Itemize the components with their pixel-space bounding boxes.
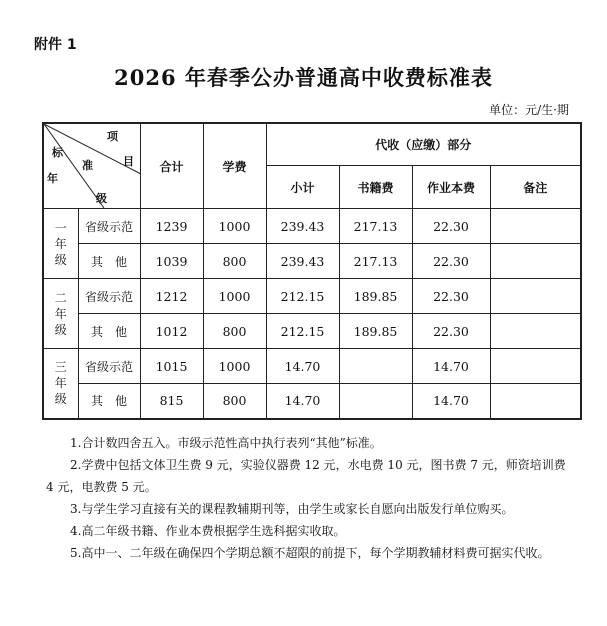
grade-char: 级 xyxy=(54,322,67,337)
header-total: 合计 xyxy=(140,123,203,209)
grade-char: 年 xyxy=(54,236,67,251)
cell-workbook: 22.30 xyxy=(412,279,490,314)
cell-tuition: 800 xyxy=(203,314,266,349)
cell-subtotal: 14.70 xyxy=(266,349,339,384)
header-books: 书籍费 xyxy=(339,166,412,209)
header-remark: 备注 xyxy=(490,166,581,209)
table-row xyxy=(43,349,581,384)
cell-workbook: 14.70 xyxy=(412,349,490,384)
school-type: 其 他 xyxy=(78,314,140,349)
table-row xyxy=(43,244,581,279)
header-workbook: 作业本费 xyxy=(412,166,490,209)
header-collect-group: 代收（应缴）部分 xyxy=(266,123,581,166)
corner-label-biao: 标 xyxy=(52,146,63,159)
grade-char: 年 xyxy=(54,306,67,321)
corner-label-mu: 目 xyxy=(123,155,134,168)
cell-subtotal: 239.43 xyxy=(266,244,339,279)
cell-workbook: 14.70 xyxy=(412,384,490,419)
table-row xyxy=(43,384,581,419)
notes-section xyxy=(46,432,574,564)
cell-subtotal: 212.15 xyxy=(266,314,339,349)
cell-total: 1212 xyxy=(140,279,203,314)
fee-standard-table xyxy=(42,122,582,420)
cell-workbook: 22.30 xyxy=(412,244,490,279)
cell-tuition: 800 xyxy=(203,384,266,419)
table-row xyxy=(43,314,581,349)
cell-books xyxy=(339,349,412,384)
corner-label-ji: 级 xyxy=(96,192,107,205)
cell-subtotal: 212.15 xyxy=(266,279,339,314)
note-item: 1.合计数四舍五入。市级示范性高中执行表列“其他”标准。 xyxy=(70,436,382,450)
unit-label: 单位：元/生·期 xyxy=(489,103,569,117)
header-tuition: 学费 xyxy=(203,123,266,209)
cell-books: 189.85 xyxy=(339,279,412,314)
table-corner-header xyxy=(43,123,140,209)
note-item: 2.学费中包括文体卫生费 9 元，实验仪器费 12 元，水电费 10 元，图书费 7 元，师资培训费 4 元，电教费 5 元。 xyxy=(46,458,566,494)
cell-tuition: 1000 xyxy=(203,279,266,314)
cell-subtotal: 14.70 xyxy=(266,384,339,419)
grade-char: 级 xyxy=(54,392,67,407)
cell-total: 1012 xyxy=(140,314,203,349)
grade-char: 级 xyxy=(54,252,67,267)
grade-char: 一 xyxy=(54,220,67,235)
cell-remark xyxy=(490,384,581,419)
cell-remark xyxy=(490,244,581,279)
cell-tuition: 1000 xyxy=(203,349,266,384)
note-item: 3.与学生学习直接有关的课程教辅期刊等，由学生或家长自愿向出版发行单位购买。 xyxy=(70,502,514,516)
cell-books: 217.13 xyxy=(339,209,412,244)
grade-label xyxy=(43,279,78,349)
page-title: 2026 年春季公办普通高中收费标准表 xyxy=(114,65,493,90)
corner-label-zhun: 准 xyxy=(82,159,93,172)
cell-total: 815 xyxy=(140,384,203,419)
cell-remark xyxy=(490,314,581,349)
grade-char: 年 xyxy=(54,376,67,391)
school-type: 省级示范 xyxy=(78,349,140,384)
cell-workbook: 22.30 xyxy=(412,209,490,244)
school-type: 其 他 xyxy=(78,384,140,419)
attachment-label: 附件 1 xyxy=(34,37,77,53)
cell-books: 189.85 xyxy=(339,314,412,349)
note-item: 4.高二年级书籍、作业本费根据学生选科据实收取。 xyxy=(70,524,346,538)
grade-char: 二 xyxy=(54,290,67,305)
school-type: 其 他 xyxy=(78,244,140,279)
cell-subtotal: 239.43 xyxy=(266,209,339,244)
cell-books xyxy=(339,384,412,419)
header-subtotal: 小计 xyxy=(266,166,339,209)
school-type: 省级示范 xyxy=(78,279,140,314)
grade-label xyxy=(43,209,78,279)
corner-label-nian: 年 xyxy=(47,172,58,185)
cell-tuition: 800 xyxy=(203,244,266,279)
grade-char: 三 xyxy=(54,360,67,375)
cell-remark xyxy=(490,209,581,244)
grade-label xyxy=(43,349,78,419)
cell-remark xyxy=(490,349,581,384)
cell-remark xyxy=(490,279,581,314)
school-type: 省级示范 xyxy=(78,209,140,244)
cell-books: 217.13 xyxy=(339,244,412,279)
cell-tuition: 1000 xyxy=(203,209,266,244)
corner-label-xiang: 项 xyxy=(107,130,118,143)
note-item: 5.高中一、二年级在确保四个学期总额不超限的前提下，每个学期教辅材料费可据实代收。 xyxy=(70,546,550,560)
cell-total: 1015 xyxy=(140,349,203,384)
table-row xyxy=(43,209,581,244)
cell-total: 1039 xyxy=(140,244,203,279)
table-row xyxy=(43,279,581,314)
cell-total: 1239 xyxy=(140,209,203,244)
cell-workbook: 22.30 xyxy=(412,314,490,349)
